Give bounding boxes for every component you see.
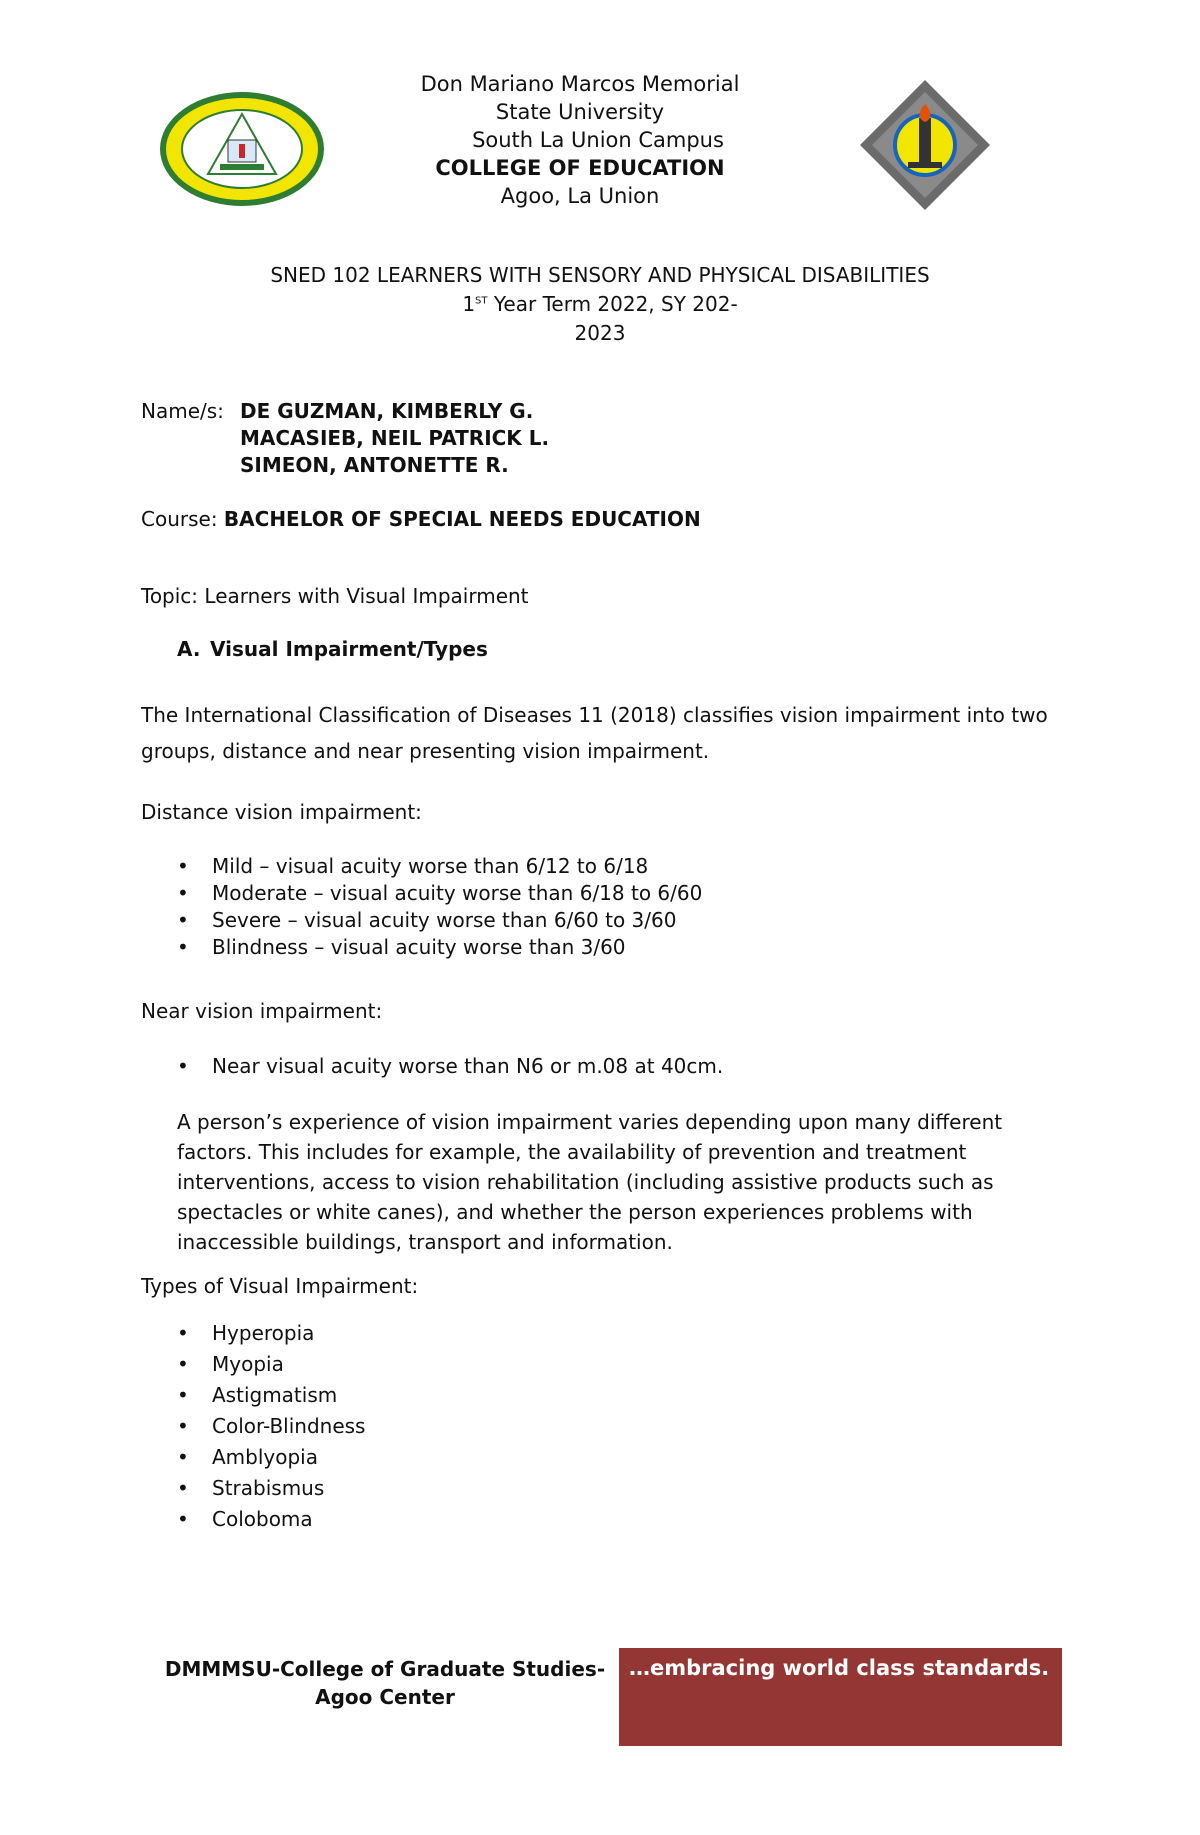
course-value: BACHELOR OF SPECIAL NEEDS EDUCATION xyxy=(223,507,701,531)
university-header xyxy=(380,70,780,210)
location-line: Agoo, La Union xyxy=(500,184,660,208)
student-name: MACASIEB, NEIL PATRICK L. xyxy=(240,426,550,450)
college-line: COLLEGE OF EDUCATION xyxy=(435,156,725,180)
list-item: • Myopia xyxy=(177,1349,365,1380)
list-item: • Amblyopia xyxy=(177,1442,365,1473)
types-label: Types of Visual Impairment: xyxy=(141,1274,419,1298)
term-number: 1 xyxy=(462,292,476,316)
intro-paragraph: The International Classification of Diseases 11 (2018) classifies vision impairment into two groups, distance and near presenting vision impairment. xyxy=(141,703,1048,763)
term-line xyxy=(0,289,1200,319)
footer-line: DMMMSU-College of Graduate Studies- xyxy=(164,1657,606,1681)
footer-line: Agoo Center xyxy=(315,1685,455,1709)
list-item: • Mild – visual acuity worse than 6/12 to 6/18 xyxy=(177,853,702,880)
student-name: SIMEON, ANTONETTE R. xyxy=(240,453,509,477)
course-line xyxy=(141,506,701,533)
list-item: • Astigmatism xyxy=(177,1380,365,1411)
university-state-line: State University xyxy=(495,100,665,124)
list-item: • Color-Blindness xyxy=(177,1411,365,1442)
course-label: Course: xyxy=(141,507,224,531)
university-name-line: Don Mariano Marcos Memorial xyxy=(420,72,740,96)
distance-list xyxy=(177,853,702,961)
term-year: 2023 xyxy=(574,321,626,345)
term-superscript: ST xyxy=(475,295,488,307)
list-item: • Hyperopia xyxy=(177,1318,365,1349)
list-item: • Near visual acuity worse than N6 or m.08 at 40cm. xyxy=(177,1053,723,1080)
list-item: • Coloboma xyxy=(177,1504,365,1535)
experience-paragraph: A person’s experience of vision impairment varies depending upon many different factors. This includes for example, the availability of prevention and treatment interventions, access to vision rehabilitation (including assistive products such as spectacles or white canes), and whether the person experiences problems with inaccessible buildings, transport and information. xyxy=(177,1110,1003,1254)
near-label: Near vision impairment: xyxy=(141,999,383,1023)
names-label: Name/s: xyxy=(141,399,224,423)
course-title: SNED 102 LEARNERS WITH SENSORY AND PHYSICAL DISABILITIES xyxy=(270,263,930,287)
campus-line: South La Union Campus xyxy=(472,128,724,152)
near-list xyxy=(177,1053,723,1080)
section-heading xyxy=(177,637,488,661)
list-item: • Moderate – visual acuity worse than 6/18 to 6/60 xyxy=(177,880,702,907)
footer-tagline: …embracing world class standards. xyxy=(629,1656,1050,1680)
student-name: DE GUZMAN, KIMBERLY G. xyxy=(240,399,534,423)
list-item: • Severe – visual acuity worse than 6/60 to 3/60 xyxy=(177,907,702,934)
college-of-education-diamond-icon xyxy=(858,78,992,212)
section-title: Visual Impairment/Types xyxy=(210,637,488,661)
footer-tagline-box xyxy=(619,1648,1062,1746)
term-text: Year Term 2022, SY 202- xyxy=(487,292,738,316)
list-item: • Strabismus xyxy=(177,1473,365,1504)
footer-center-name xyxy=(150,1655,620,1711)
dmmmsu-seal-icon xyxy=(158,90,326,208)
types-list xyxy=(177,1318,365,1535)
topic-line: Topic: Learners with Visual Impairment xyxy=(141,584,529,608)
section-letter: A. xyxy=(177,637,201,661)
distance-label: Distance vision impairment: xyxy=(141,800,422,824)
names-list xyxy=(240,398,549,479)
list-item: • Blindness – visual acuity worse than 3/60 xyxy=(177,934,702,961)
